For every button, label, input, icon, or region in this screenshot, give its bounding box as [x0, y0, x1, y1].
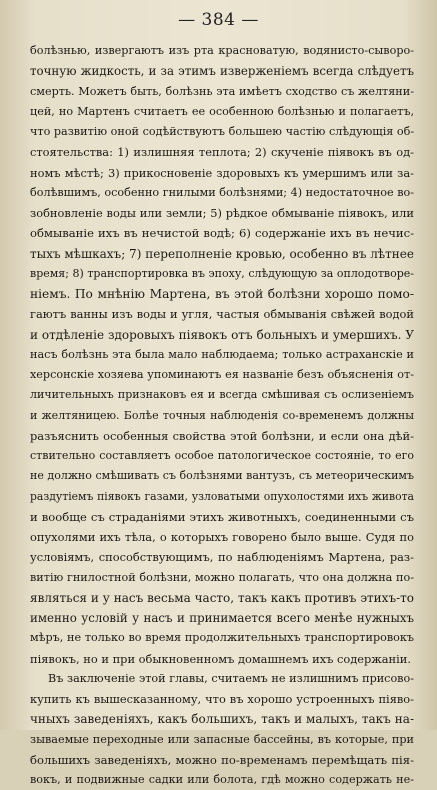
text-line: личительныхъ признаковъ ея и всегда смѣшивая съ ослизеніемъ: [30, 388, 414, 402]
text-line: и вообще съ страданіями этихъ животныхъ, соединенными съ: [30, 509, 414, 524]
text-line: болѣзнью, извергаютъ изъ рта красноватую, водянисто-сыворо-: [30, 44, 414, 57]
text-line: время; 8) транспортировка въ эпоху, слѣдующую за оплодотворе-: [30, 266, 414, 280]
text-line: болѣвшимъ, особенно гнилыми болѣзнями; 4) недостаточное во-: [30, 185, 414, 199]
text-line: мѣръ, не только во время продолжительныхъ транспортировокъ: [30, 631, 414, 645]
text-line: насъ болѣзнь эта была мало наблюдаема; только астраханскіе и: [30, 347, 414, 361]
text-line: и отдѣленіе здоровыхъ піявокъ отъ больныхъ и умершихъ. У: [30, 327, 414, 342]
text-line: что развитію оной содѣйствуютъ большею частію слѣдующія об-: [30, 125, 414, 138]
text-line: смерть. Можетъ быть, болѣзнь эта имѣетъ сходство съ желтяни-: [30, 84, 414, 98]
text-line: условіямъ, способствующимъ, по наблюденіямъ Мартена, раз-: [30, 550, 414, 565]
text-line: гаютъ ванны изъ воды и угля, частыя обмыванія свѣжей водой: [30, 307, 414, 322]
text-line: вокъ, и подвижные садки или болота, гдѣ можно содержать не-: [30, 773, 414, 786]
text-line: тыхъ мѣшкахъ; 7) переполненіе кровью, особенно въ лѣтнее: [30, 246, 414, 261]
text-line: витію гнилостной болѣзни, можно полагать, что она должна по-: [30, 570, 414, 584]
page-body-text: [30, 41, 414, 790]
text-line: херсонскіе хозяева упоминаютъ ея названіе безъ объясненія от-: [30, 368, 414, 381]
text-line: цей, но Мартенъ считаетъ ее особенною болѣзнью и полагаетъ,: [30, 104, 414, 118]
text-line: обмываніе ихъ въ нечистой водѣ; 6) содержаніе ихъ въ нечис-: [30, 226, 414, 241]
text-line: ствительно составляетъ особое патологическое состояніе, то его: [30, 449, 414, 462]
text-line: большихъ заведеніяхъ, можно по-временамъ перемѣщать пія-: [30, 752, 414, 767]
text-line: являться и у насъ весьма часто, такъ какъ противъ этихъ-то: [30, 590, 414, 605]
text-line: разъяснить особенныя свойства этой болѣзни, и если она дѣй-: [30, 428, 414, 443]
text-line: и желтяницею. Болѣе точныя наблюденія со-временемъ должны: [30, 408, 414, 422]
text-line: стоятельства: 1) излишняя теплота; 2) скученіе піявокъ въ од-: [30, 145, 414, 160]
text-line: зобновленіе воды или земли; 5) рѣдкое обмываніе піявокъ, или: [30, 206, 414, 220]
text-line: піявокъ, но и при обыкновенномъ домашнемъ ихъ содержаніи.: [30, 651, 412, 666]
text-line: номъ мѣстѣ; 3) прикосновеніе здоровыхъ къ умершимъ или за-: [30, 165, 414, 180]
text-line: точную жидкость, и за этимъ изверженіемъ всегда слѣдуетъ: [30, 64, 414, 79]
text-line: зываемые переходные или запасные бассейны, въ которые, при: [30, 732, 414, 746]
text-line: раздутіемъ піявокъ газами, узловатыми опухолостями ихъ живота: [30, 489, 414, 503]
text-line: именно условій у насъ и принимается всего менѣе нужныхъ: [30, 611, 414, 625]
text-line: чныхъ заведеніяхъ, какъ большихъ, такъ и малыхъ, такъ на-: [30, 712, 414, 727]
text-line: Въ заключеніе этой главы, считаемъ не излишнимъ присово-: [48, 671, 414, 685]
text-line: купить къ вышесказанному, что въ хорошо устроенныхъ піяво-: [30, 692, 414, 706]
text-line: не должно смѣшивать съ болѣзнями вантузъ, съ метеорическимъ: [30, 469, 414, 483]
page-number: — 384 —: [178, 10, 259, 30]
text-line: опухолями ихъ тѣла, о которыхъ говорено было выше. Судя по: [30, 530, 414, 544]
text-line: ніемъ. По мнѣнію Мартена, въ этой болѣзни хорошо помо-: [30, 287, 414, 301]
